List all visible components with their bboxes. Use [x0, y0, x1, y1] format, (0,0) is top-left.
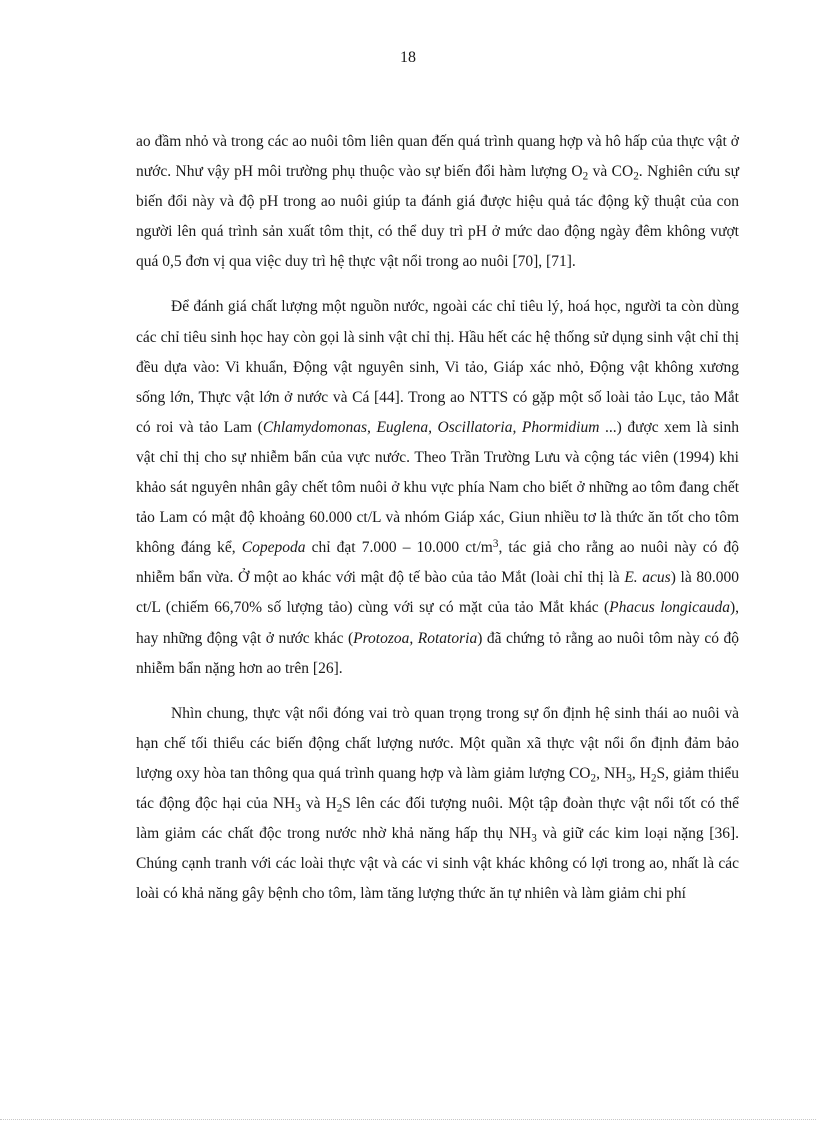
- text-run: , tác giả cho rằng ao nuôi này có độ nhiễm bẩn vừa. Ở một ao khác với mật độ tế bào của tảo Mắt (loài chỉ thị là: [136, 539, 740, 587]
- subscript: 3: [531, 832, 537, 845]
- paragraph-1: [136, 127, 739, 277]
- paragraph-3: [136, 699, 739, 910]
- text-run: Nhìn chung, thực vật nổi đóng vai trò quan trọng trong sự ổn định hệ sinh thái ao nuôi và hạn chế tối thiểu các biến động chất lượng nước. Một quần xã thực vật nổi ổn định đảm bảo lượng oxy hòa tan thông qua quá trình quang hợp và làm giảm lượng CO: [136, 704, 739, 782]
- text-run: ) là 80.000 ct/L (chiếm 66,70% số lượng tảo) cùng với sự có mặt của tảo Mắt khác (: [136, 569, 739, 617]
- text-run: ao đầm nhỏ và trong các ao nuôi tôm liên quan đến quá trình quang hợp và hô hấp của thực vật ở nước. Như vậy pH môi trường phụ thuộc vào sự biến đổi hàm lượng O: [136, 133, 739, 181]
- page-bottom-divider: [0, 1119, 816, 1120]
- text-run: và H: [300, 794, 337, 812]
- text-run: . Nghiên cứu sự biến đổi này và độ pH trong ao nuôi giúp ta đánh giá được hiệu quả tác động kỹ thuật của con người lên quá trình sản xuất tôm thịt, có thể duy trì pH ở mức dao động ngày đêm không vượt quá 0,5 đơn vị qua việc duy trì hệ thực vật nổi trong ao nuôi [70], [71].: [136, 163, 740, 271]
- subscript: 2: [336, 802, 343, 815]
- document-body: [136, 127, 739, 909]
- text-run: , H: [631, 764, 651, 782]
- superscript: 3: [492, 538, 499, 551]
- italic-run: E. acus: [624, 569, 671, 587]
- text-run: ...) được xem là sinh vật chỉ thị cho sự nhiễm bẩn của vực nước. Theo Trần Trường Lưu và cộng tác viên (1994) khi khảo sát nguyên nhân gây chết tôm nuôi ở khu vực phía Nam cho biết ở những ao tôm đang chết tảo Lam có mật độ khoảng 60.000 ct/L và nhóm Giáp xác, Giun nhiều tơ là thức ăn tốt cho tôm không đáng kể,: [136, 418, 739, 557]
- text-run: chỉ đạt 7.000 – 10.000 ct/m: [305, 539, 493, 557]
- text-run: ) đã chứng tỏ rằng ao nuôi tôm này có độ nhiễm bẩn nặng hơn ao trên [26].: [136, 629, 740, 677]
- subscript: 2: [590, 772, 597, 785]
- italic-run: Chlamydomonas, Euglena, Oscillatoria, Phormidium: [262, 418, 600, 436]
- text-run: và CO: [588, 163, 634, 181]
- subscript: 2: [633, 170, 639, 183]
- page-number: 18: [400, 49, 416, 66]
- subscript: 2: [650, 772, 657, 785]
- paragraph-2: [136, 292, 739, 683]
- subscript: 2: [582, 170, 589, 183]
- text-run: , NH: [596, 764, 627, 782]
- subscript: 3: [626, 772, 632, 785]
- text-run: S, giảm thiểu tác động độc hại của NH: [136, 764, 739, 812]
- text-run: Để đánh giá chất lượng một nguồn nước, ngoài các chỉ tiêu lý, hoá học, người ta còn dùng các chỉ tiêu sinh học hay còn gọi là sinh vật chỉ thị. Hầu hết các hệ thống sử dụng sinh vật chỉ thị đều dựa vào: Vi khuẩn, Động vật nguyên sinh, Vi tảo, Giáp xác nhỏ, Động vật không xương sống lớn, Thực vật lớn ở nước và Cá [44]. Trong ao NTTS có gặp một số loài tảo Lục, tảo Mắt có roi và tảo Lam (: [136, 298, 739, 436]
- subscript: 3: [295, 802, 301, 815]
- text-run: ), hay những động vật ở nước khác (: [136, 599, 740, 647]
- italic-run: Protozoa, Rotatoria: [353, 629, 478, 647]
- italic-run: Phacus longicauda: [609, 599, 730, 617]
- text-run: S lên các đối tượng nuôi. Một tập đoàn thực vật nổi tốt có thể làm giảm các chất độc trong nước nhờ khả năng hấp thụ NH: [136, 794, 740, 843]
- italic-run: Copepoda: [241, 539, 306, 557]
- text-run: và giữ các kim loại nặng [36]. Chúng cạnh tranh với các loài thực vật và các vi sinh vật khác không có lợi trong ao, nhất là các loài có khả năng gây bệnh cho tôm, làm tăng lượng thức ăn tự nhiên và làm giảm chi phí: [136, 825, 739, 903]
